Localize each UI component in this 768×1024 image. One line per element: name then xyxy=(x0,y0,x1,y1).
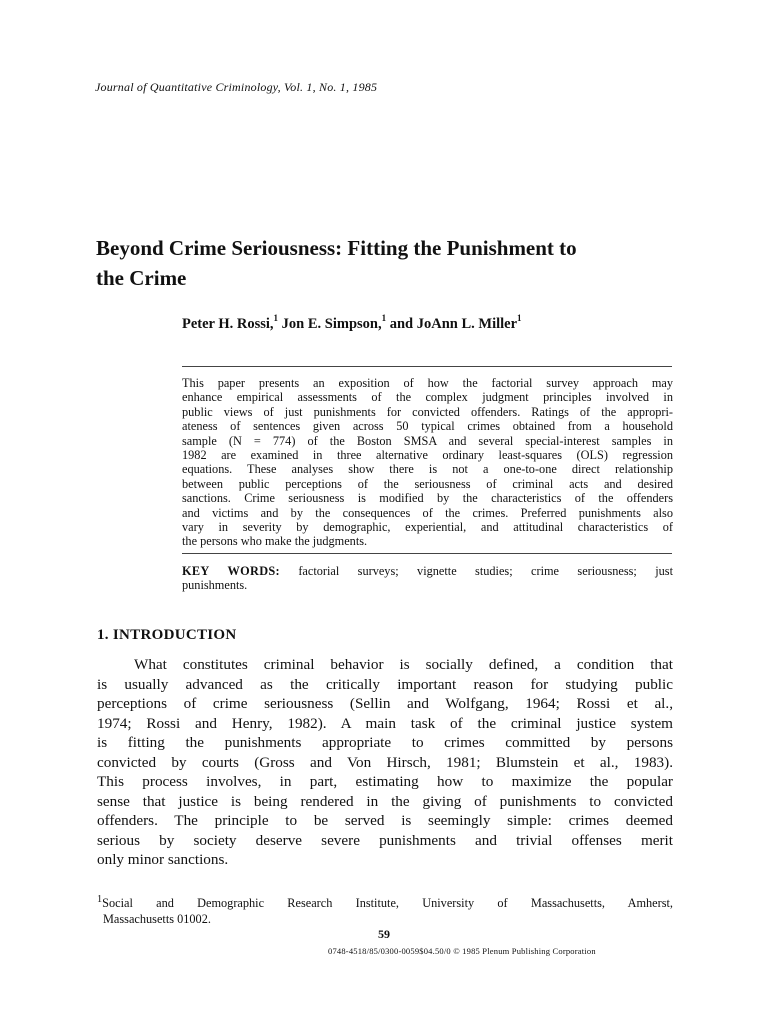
keywords-rule xyxy=(182,553,672,554)
body-line: is fitting the punishments appropriate to crimes committed by persons xyxy=(97,734,673,751)
keywords xyxy=(182,564,673,593)
keywords-label: KEY WORDS: xyxy=(182,564,280,578)
section-heading-introduction: 1. INTRODUCTION xyxy=(97,627,237,643)
paper-title-line-2: the Crime xyxy=(96,266,187,290)
body-line: What constitutes criminal behavior is socially defined, a condition that xyxy=(134,656,673,673)
abstract xyxy=(182,376,673,549)
keywords-line-1 xyxy=(182,564,673,578)
body-line: perceptions of crime seriousness (Sellin and Wolfgang, 1964; Rossi et al., xyxy=(97,695,673,712)
body-line: 1974; Rossi and Henry, 1982). A main task of the criminal justice system xyxy=(97,714,673,732)
abstract-line: between public perceptions of the seriousness of criminal acts and desired xyxy=(182,476,673,491)
body-line: This process involves, in part, estimating how to maximize the popular xyxy=(97,773,673,790)
footnote-line-2: Massachusetts 01002. xyxy=(103,912,211,927)
abstract-line: public views of just punishments for convicted offenders. Ratings of the appropri- xyxy=(182,404,673,419)
affiliation-mark: 1 xyxy=(381,313,387,323)
keywords-line-2: punishments. xyxy=(182,578,248,593)
introduction-paragraph xyxy=(97,655,673,870)
abstract-line: sample (N = 774) of the Boston SMSA and several special-interest samples in xyxy=(182,433,673,448)
affiliation-mark: 1 xyxy=(517,313,522,323)
affiliation-footnote xyxy=(97,892,673,927)
paper-title xyxy=(96,233,686,293)
author-rossi: Peter H. Rossi, xyxy=(182,315,274,332)
author-simpson: Jon E. Simpson, xyxy=(278,315,382,332)
abstract-line: the persons who make the judgments. xyxy=(182,534,368,549)
paper-title-line-1: Beyond Crime Seriousness: Fitting the Punishment to xyxy=(96,236,577,260)
author-list xyxy=(182,314,522,333)
abstract-line: ateness of sentences given across 50 typical crimes obtained from a household xyxy=(182,419,673,434)
abstract-line: and victims and by the consequences of the crimes. Preferred punishments also xyxy=(182,505,673,520)
author-miller: and JoAnn L. Miller xyxy=(386,315,518,332)
journal-citation: Journal of Quantitative Criminology, Vol. 1, No. 1, 1985 xyxy=(95,80,378,94)
abstract-line: vary in severity by demographic, experiential, and attitudinal characteristics of xyxy=(182,520,673,535)
body-line: serious by society deserve severe punishments and trivial offenses merit xyxy=(97,831,673,849)
body-line: convicted by courts (Gross and Von Hirsch, 1981; Blumstein et al., 1983). xyxy=(97,753,673,771)
abstract-line: This paper presents an exposition of how the factorial survey approach may xyxy=(182,376,673,390)
body-line: only minor sanctions. xyxy=(97,851,229,868)
page-number: 59 xyxy=(378,927,390,941)
footnote-text: Social and Demographic Research Institute, University of Massachusetts, Amherst, xyxy=(102,896,673,911)
abstract-top-rule xyxy=(182,366,672,367)
keywords-text: factorial surveys; vignette studies; crime seriousness; just xyxy=(279,564,673,578)
abstract-line: enhance empirical assessments of the complex judgment principles involved in xyxy=(182,390,673,405)
footnote-mark: 1 xyxy=(97,894,103,905)
abstract-line: equations. These analyses show there is not a one-to-one direct relationship xyxy=(182,462,673,477)
abstract-line: sanctions. Crime seriousness is modified by the characteristics of the offenders xyxy=(182,491,673,506)
footnote-line-1 xyxy=(97,892,673,911)
body-line: sense that justice is being rendered in the giving of punishments to convicted xyxy=(97,792,673,810)
abstract-line: 1982 are examined in three alternative ordinary least-squares (OLS) regression xyxy=(182,448,673,463)
copyright-line: 0748-4518/85/0300-0059$04.50/0 © 1985 Plenum Publishing Corporation xyxy=(328,946,596,956)
affiliation-mark: 1 xyxy=(273,313,279,323)
body-line: is usually advanced as the critically important reason for studying public xyxy=(97,675,673,693)
body-line: offenders. The principle to be served is seemingly simple: crimes deemed xyxy=(97,812,673,829)
